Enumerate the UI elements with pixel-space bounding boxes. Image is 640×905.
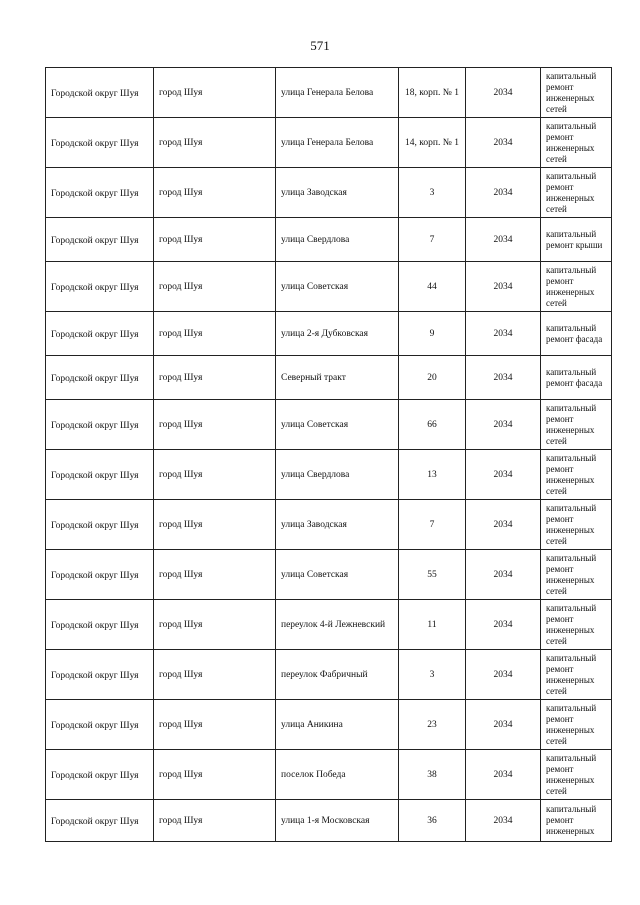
house-cell: 7	[399, 500, 466, 550]
district-cell: Городской округ Шуя	[46, 118, 154, 168]
year-cell: 2034	[466, 218, 541, 262]
house-cell: 11	[399, 600, 466, 650]
table-row	[46, 356, 612, 400]
work-type-cell: капитальный ремонт инженерных сетей	[541, 600, 612, 650]
house-cell: 36	[399, 800, 466, 842]
table-row	[46, 800, 612, 842]
house-cell: 38	[399, 750, 466, 800]
district-cell: Городской округ Шуя	[46, 400, 154, 450]
district-cell: Городской округ Шуя	[46, 356, 154, 400]
table-row	[46, 218, 612, 262]
street-cell: улица Свердлова	[276, 218, 399, 262]
street-cell: улица 1-я Московская	[276, 800, 399, 842]
district-cell: Городской округ Шуя	[46, 750, 154, 800]
work-type-cell: капитальный ремонт инженерных сетей	[541, 750, 612, 800]
work-type-cell: капитальный ремонт фасада	[541, 312, 612, 356]
street-cell: переулок 4-й Лежневский	[276, 600, 399, 650]
work-type-cell: капитальный ремонт инженерных сетей	[541, 118, 612, 168]
city-cell: город Шуя	[154, 750, 276, 800]
street-cell: улица Генерала Белова	[276, 68, 399, 118]
year-cell: 2034	[466, 262, 541, 312]
district-cell: Городской округ Шуя	[46, 450, 154, 500]
district-cell: Городской округ Шуя	[46, 262, 154, 312]
house-cell: 44	[399, 262, 466, 312]
city-cell: город Шуя	[154, 356, 276, 400]
work-type-cell: капитальный ремонт инженерных сетей	[541, 700, 612, 750]
table-row	[46, 262, 612, 312]
table-row	[46, 750, 612, 800]
year-cell: 2034	[466, 400, 541, 450]
work-type-cell: капитальный ремонт фасада	[541, 356, 612, 400]
year-cell: 2034	[466, 700, 541, 750]
repair-schedule-table	[45, 67, 612, 842]
district-cell: Городской округ Шуя	[46, 312, 154, 356]
street-cell: улица 2-я Дубковская	[276, 312, 399, 356]
city-cell: город Шуя	[154, 262, 276, 312]
table-row	[46, 700, 612, 750]
year-cell: 2034	[466, 450, 541, 500]
year-cell: 2034	[466, 750, 541, 800]
district-cell: Городской округ Шуя	[46, 800, 154, 842]
street-cell: Северный тракт	[276, 356, 399, 400]
table-row	[46, 312, 612, 356]
year-cell: 2034	[466, 650, 541, 700]
table-row	[46, 68, 612, 118]
year-cell: 2034	[466, 68, 541, 118]
year-cell: 2034	[466, 550, 541, 600]
table-row	[46, 118, 612, 168]
city-cell: город Шуя	[154, 68, 276, 118]
house-cell: 7	[399, 218, 466, 262]
house-cell: 14, корп. № 1	[399, 118, 466, 168]
street-cell: переулок Фабричный	[276, 650, 399, 700]
work-type-cell: капитальный ремонт инженерных сетей	[541, 400, 612, 450]
work-type-cell: капитальный ремонт инженерных сетей	[541, 262, 612, 312]
table-row	[46, 600, 612, 650]
city-cell: город Шуя	[154, 400, 276, 450]
table-row	[46, 450, 612, 500]
district-cell: Городской округ Шуя	[46, 650, 154, 700]
year-cell: 2034	[466, 500, 541, 550]
work-type-cell: капитальный ремонт инженерных сетей	[541, 550, 612, 600]
year-cell: 2034	[466, 118, 541, 168]
street-cell: улица Свердлова	[276, 450, 399, 500]
work-type-cell: капитальный ремонт инженерных сетей	[541, 500, 612, 550]
city-cell: город Шуя	[154, 118, 276, 168]
district-cell: Городской округ Шуя	[46, 700, 154, 750]
city-cell: город Шуя	[154, 700, 276, 750]
city-cell: город Шуя	[154, 650, 276, 700]
street-cell: улица Генерала Белова	[276, 118, 399, 168]
work-type-cell: капитальный ремонт инженерных сетей	[541, 450, 612, 500]
city-cell: город Шуя	[154, 450, 276, 500]
work-type-cell: капитальный ремонт крыши	[541, 218, 612, 262]
table-row	[46, 650, 612, 700]
city-cell: город Шуя	[154, 550, 276, 600]
street-cell: улица Советская	[276, 550, 399, 600]
street-cell: поселок Победа	[276, 750, 399, 800]
table-row	[46, 168, 612, 218]
year-cell: 2034	[466, 356, 541, 400]
house-cell: 55	[399, 550, 466, 600]
house-cell: 18, корп. № 1	[399, 68, 466, 118]
district-cell: Городской округ Шуя	[46, 500, 154, 550]
district-cell: Городской округ Шуя	[46, 550, 154, 600]
street-cell: улица Заводская	[276, 168, 399, 218]
house-cell: 3	[399, 168, 466, 218]
city-cell: город Шуя	[154, 800, 276, 842]
street-cell: улица Аникина	[276, 700, 399, 750]
city-cell: город Шуя	[154, 168, 276, 218]
district-cell: Городской округ Шуя	[46, 168, 154, 218]
work-type-cell: капитальный ремонт инженерных сетей	[541, 168, 612, 218]
house-cell: 23	[399, 700, 466, 750]
city-cell: город Шуя	[154, 218, 276, 262]
district-cell: Городской округ Шуя	[46, 600, 154, 650]
table-row	[46, 550, 612, 600]
street-cell: улица Советская	[276, 400, 399, 450]
work-type-cell: капитальный ремонт инженерных сетей	[541, 68, 612, 118]
street-cell: улица Советская	[276, 262, 399, 312]
street-cell: улица Заводская	[276, 500, 399, 550]
year-cell: 2034	[466, 312, 541, 356]
district-cell: Городской округ Шуя	[46, 68, 154, 118]
year-cell: 2034	[466, 800, 541, 842]
house-cell: 3	[399, 650, 466, 700]
city-cell: город Шуя	[154, 500, 276, 550]
house-cell: 20	[399, 356, 466, 400]
work-type-cell: капитальный ремонт инженерных сетей	[541, 650, 612, 700]
city-cell: город Шуя	[154, 312, 276, 356]
page-number: 571	[310, 38, 330, 53]
house-cell: 13	[399, 450, 466, 500]
table-row	[46, 500, 612, 550]
house-cell: 9	[399, 312, 466, 356]
table-row	[46, 400, 612, 450]
district-cell: Городской округ Шуя	[46, 218, 154, 262]
work-type-cell: капитальный ремонт инженерных	[541, 800, 612, 842]
city-cell: город Шуя	[154, 600, 276, 650]
year-cell: 2034	[466, 600, 541, 650]
house-cell: 66	[399, 400, 466, 450]
year-cell: 2034	[466, 168, 541, 218]
